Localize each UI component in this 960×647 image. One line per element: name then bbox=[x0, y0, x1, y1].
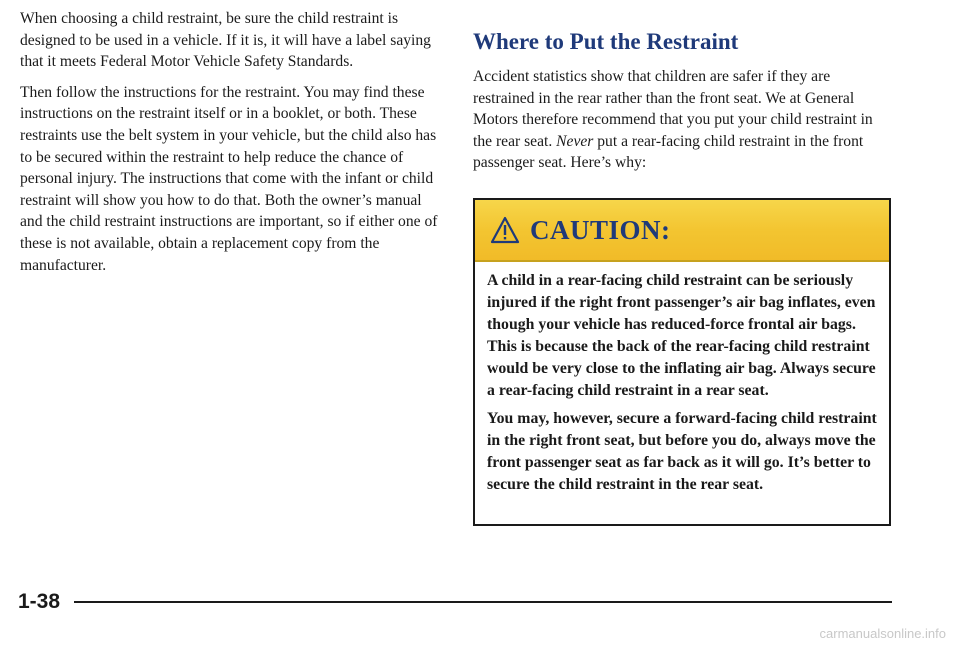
intro-text-after: put a rear-facing child restraint in the front passenger seat. Here’s why: bbox=[473, 132, 864, 172]
caution-paragraph-rear-facing: A child in a rear-facing child restraint can be seriously injured if the right front passenger’s air bag inflates, even though your vehicle has reduced-force frontal air bags. This is because the back of the rear-facing child restraint would be very close to the inflating air bag. Always secure a rear-facing child restraint in a rear seat. bbox=[487, 272, 876, 399]
caution-paragraph-forward-facing: You may, however, secure a forward-facing child restraint in the right front seat, but before you do, always move the front passenger seat as far back as it will go. It’s better to secure the child restraint in the rear seat. bbox=[487, 410, 877, 493]
footer-divider bbox=[74, 601, 892, 603]
page-number: 1-38 bbox=[18, 590, 61, 613]
caution-box bbox=[473, 198, 891, 526]
caution-header bbox=[475, 200, 889, 262]
caution-label: CAUTION: bbox=[530, 214, 671, 245]
paragraph-child-restraint-label: When choosing a child restraint, be sure the child restraint is designed to be used in a vehicle. If it is, it will have a label saying that it meets Federal Motor Vehicle Safety Standards. bbox=[20, 10, 431, 71]
intro-text-before: Accident statistics show that children are safer if they are restrained in the rear rather than the front seat. We at General Motors therefore recommend that you put your child restraint in the rear seat. bbox=[473, 68, 873, 150]
section-intro bbox=[473, 66, 890, 174]
section-heading: Where to Put the Restraint bbox=[473, 29, 739, 54]
right-column bbox=[470, 28, 890, 189]
watermark: carmanualsonline.info bbox=[819, 626, 946, 641]
caution-body bbox=[487, 270, 879, 502]
left-column bbox=[20, 8, 445, 285]
intro-emphasis: Never bbox=[556, 132, 594, 150]
warning-triangle-icon bbox=[490, 216, 520, 244]
paragraph-follow-instructions: Then follow the instructions for the restraint. You may find these instructions on the restraint itself or in a booklet, or both. These restraints use the belt system in your vehicle, but the child also has to be secured within the restraint to help reduce the chance of personal injury. The instructions that come with the infant or child restraint will show you how to do that. Both the owner’s manual and the child restraint instructions are important, so if either one of these is not available, obtain a replacement copy from the manufacturer. bbox=[20, 83, 438, 274]
